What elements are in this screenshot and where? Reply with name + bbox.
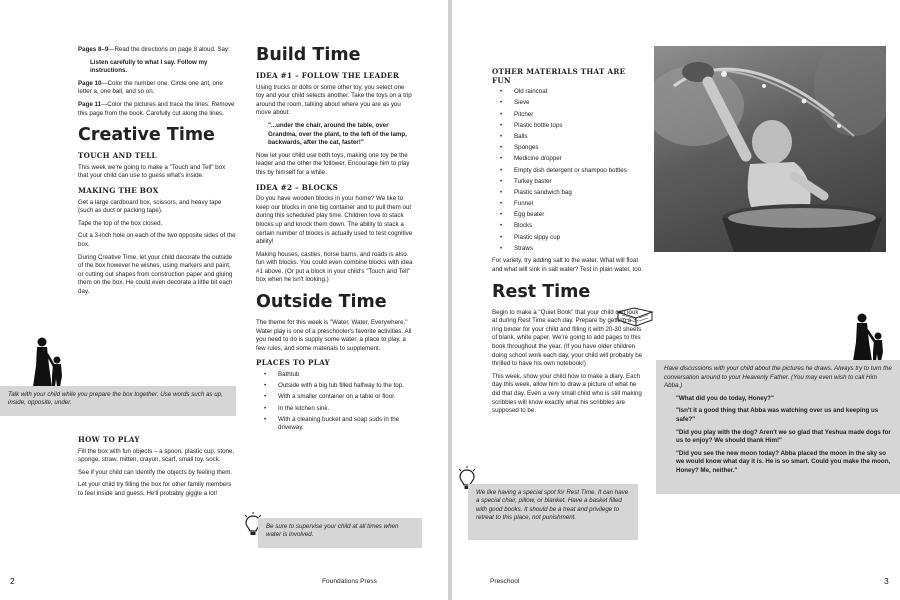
list-item: • Plastic bottle tops — [492, 122, 644, 131]
section-heading: Outside Time — [256, 292, 387, 313]
right-page — [452, 0, 900, 600]
bold-lead: Page 11 — [78, 100, 102, 108]
paragraph: During Creative Time, let your child decorate the outside of the box however he wishes, using markers and paint, or cutting out shapes from construction paper and gluing them on the box. He could even decorate a little bit each day. — [78, 253, 233, 295]
photo-illustration — [654, 46, 886, 252]
left-column-1 — [78, 46, 236, 300]
list-item: • Egg beater — [492, 211, 644, 220]
child-water-play-photo — [654, 46, 886, 252]
tip-box: Talk with your child while you prepare the box together. Use words such as up, inside, opposite, under. — [0, 386, 236, 416]
left-column-1-bottom — [78, 430, 236, 503]
paragraph — [78, 46, 236, 55]
quote: "Did you play with the dog? Aren't we so glad that Yeshua made dogs for us to enjoy? We should thank Him!" — [676, 428, 891, 445]
footer-series: Preschool — [490, 578, 520, 585]
materials-list — [492, 88, 644, 253]
paragraph: Do you have wooden blocks in your home? We like to keep our blocks in one big container and to pull them out during this scheduled play time. Children love to stack blocks up and knock them down. The ability to stack a certain number of blocks is actually used to test cognitive ability! — [256, 195, 413, 246]
subheading: TOUCH AND TELL — [78, 151, 157, 161]
paragraph: Get a large cardboard box, scissors, and heavy tape (such as duct or packing tape). — [78, 198, 222, 215]
list-item: • Medicine dropper — [492, 155, 644, 164]
text: —Read the directions on page 8 aloud. Say: — [108, 46, 230, 53]
places-list — [256, 371, 414, 433]
text: —Color the pictures and trace the lines. Remove this page from the book. Carefully cut along the lines. — [78, 100, 235, 117]
page-number: 2 — [10, 576, 15, 586]
mother-child-silhouette-icon — [848, 312, 892, 362]
list-item: • Plastic sippy cup — [492, 234, 644, 243]
paragraph: See if your child can identify the objects by feeling them. — [78, 468, 233, 476]
paragraph: This week, show your child how to make a diary. Each day this week, allow him to draw a picture of what he did that day. Even a very small child who is still making scribbles will know exactly what his scribbles are supposed to be. — [492, 372, 642, 415]
text: —Color the number one. Circle one ant, one letter a, one ball, and so on. — [78, 79, 223, 96]
subheading: OTHER MATERIALS THAT ARE FUN — [492, 67, 626, 85]
paragraph: Begin to make a "Quiet Book" that your child can look at during Rest Time each day. Prepare by getting a 3-ring binder for your child and filling it with 20-30 sheets of blank, white paper. We're going to add pages to this book throughout the year. (If you have older children doing school work each day, your child will probably be thrilled to have his own notebook!) — [492, 308, 643, 368]
paragraph: The theme for this week is "Water, Water, Everywhere." Water play is one of a preschooler's favorite activities. All you need to do is supply some water, a place to play, a few rules, and some materials to supplement. — [256, 319, 412, 352]
list-item: • Sponges — [492, 144, 644, 153]
section-heading: Rest Time — [492, 281, 591, 302]
list-item: • Straws — [492, 245, 644, 254]
open-book-icon — [616, 306, 654, 328]
bold-lead: Page 10 — [78, 79, 102, 87]
list-item: • Pitcher — [492, 111, 644, 120]
list-item: • Plastic sandwich bag — [492, 189, 644, 198]
paragraph: Cut a 3-inch hole on each of the two opposite sides of the box. — [78, 232, 236, 248]
page-number: 3 — [884, 576, 889, 586]
paragraph: For variety, try adding salt to the water. What will float and what will sink in salt water? Test in plain water, too. — [492, 257, 643, 273]
subheading: IDEA #1 – FOLLOW THE LEADER — [256, 71, 400, 80]
tip-box: Be sure to supervise your child at all times when water is involved. — [258, 518, 422, 548]
paragraph: This week we're going to make a "Touch and Tell" box that your child can use to guess what's inside. — [78, 163, 226, 180]
subheading: PLACES TO PLAY — [256, 358, 331, 368]
quote: "What did you do today, Honey?" — [676, 394, 774, 402]
subheading: MAKING THE BOX — [78, 185, 159, 195]
paragraph: Tape the top of the box closed. — [78, 219, 163, 227]
list-item: • Turkey baster — [492, 178, 644, 187]
bold-lead: Pages 8–9 — [78, 46, 109, 53]
quote: "...under the chair, around the table, over Grandma, over the plant, to the left of the lamp, backwards, after the cat, faster!" — [268, 121, 407, 147]
paragraph: Let your child try filling the box for other family members to feel inside and guess. He'll probably giggle a lot! — [78, 481, 232, 497]
list-item: • Outside with a big tub filled halfway to the top. — [256, 382, 414, 391]
discussion-box — [656, 360, 900, 494]
footer-publisher: Foundations Press — [322, 578, 377, 585]
list-item: • Sieve — [492, 99, 644, 108]
right-column-1 — [492, 68, 644, 420]
list-item: • Old raincoat — [492, 88, 644, 97]
paragraph: Now let your child use both toys, making one toy be the leader and the other the follower. Encourage him to play this by himself for a while. — [256, 151, 410, 176]
paragraph — [78, 101, 236, 118]
quote: "Did you see the new moon today? Abba placed the moon in the sky so we would know what day it is. He is so smart. Could you make the moon, Honey? Me, neither." — [676, 449, 891, 474]
subheading: HOW TO PLAY — [78, 435, 140, 444]
mother-child-silhouette-icon — [30, 336, 74, 388]
section-heading: Creative Time — [78, 125, 215, 146]
paragraph — [78, 80, 236, 97]
list-item: • Blocks — [492, 222, 644, 231]
list-item: • With a cleaning bucket and soap suds in the driveway. — [256, 416, 414, 433]
paragraph: Using trucks or dolls or some other toy, you select one toy and your child selects another. Take the toys on a trip around the room, talking about where you are as you move about: — [256, 83, 412, 117]
quote: Listen carefully to what I say. Follow my instructions. — [90, 58, 208, 75]
list-item: • In the kitchen sink. — [256, 405, 414, 414]
list-item: • Empty dish detergent or shampoo bottles — [492, 167, 644, 176]
subheading: IDEA #2 – BLOCKS — [256, 182, 339, 192]
paragraph: Making houses, castles, horse barns, and roads is also fun with blocks. You could even combine blocks with idea #1 above. (Or put a block in your child's "Touch and Tell" box when he isn't looking.) — [256, 250, 413, 284]
paragraph: Fill the box with fun objects – a spoon, plastic cup, stone, sponge, straw, mitten, crayon, scarf, small toy, sock. — [78, 447, 235, 464]
list-item: • With a smaller container on a table or floor. — [256, 393, 414, 402]
list-item: • Funnel — [492, 200, 644, 209]
section-heading: Build Time — [256, 45, 361, 65]
list-item: • Balls — [492, 133, 644, 142]
paragraph: Have discussions with your child about the pictures he draws. Always try to turn the conversation around to your Heavenly Father. (You may even wish to call Him Abba.) — [664, 365, 892, 390]
left-column-2 — [256, 44, 414, 437]
left-page — [0, 0, 448, 600]
tip-box: We like having a special spot for Rest Time. It can have a special chair, pillow, or blanket. Have a basket filled with good books. It should be a treat and privilege to retreat to this place, not punishment. — [468, 484, 638, 540]
list-item: • Bathtub — [256, 371, 414, 380]
quote: "Isn't it a good thing that Abba was watching over us and keeping us safe?" — [676, 407, 879, 423]
